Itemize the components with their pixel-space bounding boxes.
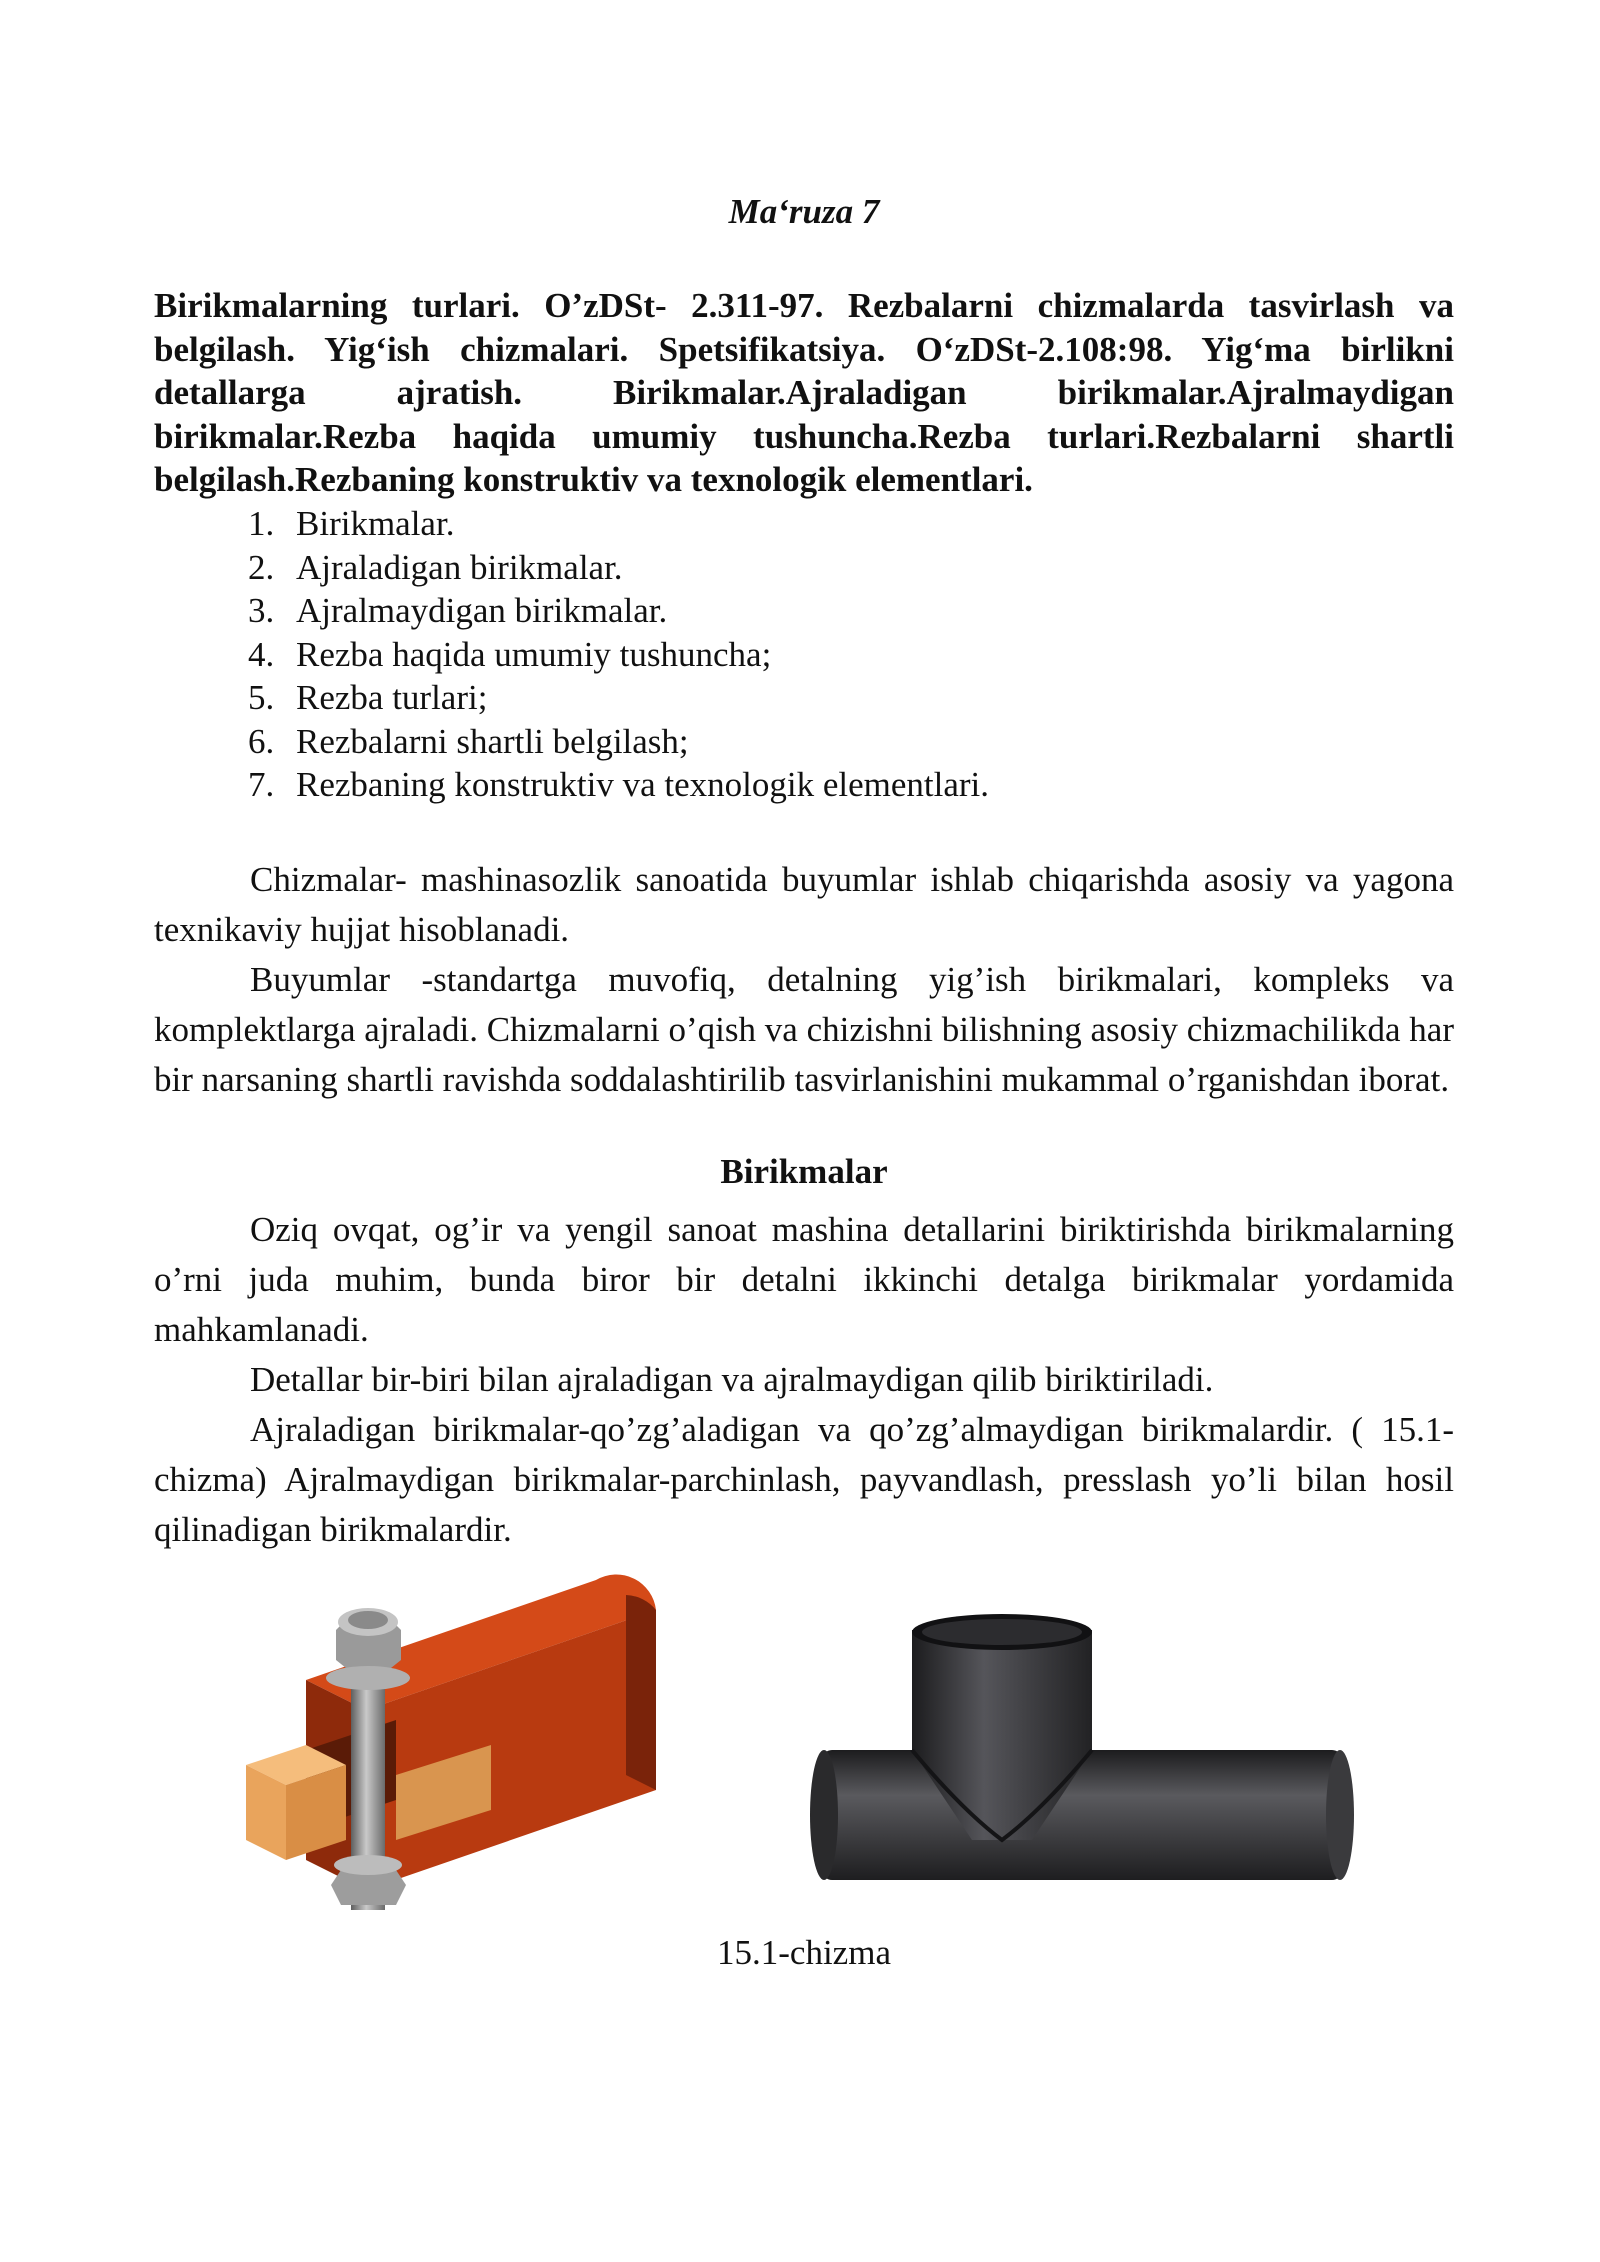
body-paragraph: Ajraladigan birikmalar-qo’zg’aladigan va qo’zg’almaydigan birikmalardir. ( 15.1-chizma) Ajralmaydigan birikmalar-parchinlash, payvandlash, presslash yo’li bilan hosil qilinadigan birikmalardir.	[154, 1410, 1454, 1549]
body-paragraph: Oziq ovqat, og’ir va yengil sanoat mashina detallarini biriktirishda birikmalarning o’rni juda muhim, bunda biror bir detalni ikkinchi detalga birikmalar yordamida mahkamlanadi.	[154, 1210, 1454, 1349]
body-paragraph: Chizmalar- mashinasozlik sanoatida buyumlar ishlab chiqarishda asosiy va yagona texnikaviy hujjat hisoblanadi.	[154, 860, 1454, 949]
lecture-heading: Birikmalarning turlari. O’zDSt- 2.311-97. Rezbalarni chizmalarda tasvirlash va belgilash. Yig‘ish chizmalari. Spetsifikatsiya. O‘zDSt-2.108:98. Yig‘ma birlikni detallarga ajratish. Birikmalar.Ajraladigan birikmalar.Ajralmaydigan birikmalar.Rezba haqida umumiy tushuncha.Rezba turlari.Rezbalarni shartli belgilash.Rezbaning konstruktiv va texnologik elementlari.	[154, 286, 1454, 499]
list-item: 1. Birikmalar.	[248, 504, 455, 543]
section-heading: Birikmalar	[720, 1152, 888, 1191]
list-item: 2. Ajraladigan birikmalar.	[248, 547, 623, 587]
list-item: 6. Rezbalarni shartli belgilash;	[248, 721, 689, 761]
lecture-title: Ma‘ruza 7	[728, 192, 880, 231]
list-item: 4. Rezba haqida umumiy tushuncha;	[248, 634, 772, 674]
body-paragraph: Buyumlar -standartga muvofiq, detalning yig’ish birikmalari, kompleks va komplektlarga ajraladi. Chizmalarni o’qish va chizishni bilishning asosiy chizmachilikda har bir narsaning shartli ravishda soddalashtirilib tasvirlanishini mukammal o’rganishdan iborat.	[154, 960, 1454, 1099]
body-paragraph: Detallar bir-biri bilan ajraladigan va ajralmaydigan qilib biriktiriladi.	[250, 1360, 1214, 1399]
list-item: 3. Ajralmaydigan birikmalar.	[248, 591, 668, 630]
list-item: 7. Rezbaning konstruktiv va texnologik elementlari.	[248, 765, 990, 804]
bolted-joint-illustration	[246, 1560, 746, 1920]
pipe-tee-illustration	[802, 1610, 1372, 1900]
figure-caption: 15.1-chizma	[717, 1933, 891, 1972]
topic-list	[248, 502, 989, 807]
list-item: 5. Rezba turlari;	[248, 678, 488, 717]
